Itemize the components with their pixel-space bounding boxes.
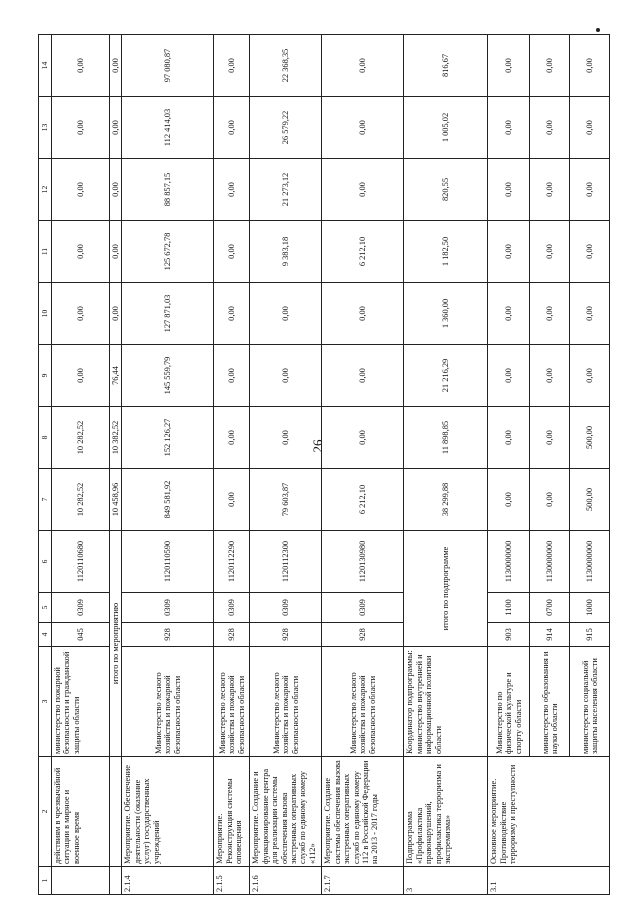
row-number	[52, 867, 110, 895]
row-value: 0,00	[214, 407, 250, 469]
col-header: 4	[39, 623, 52, 647]
row-value: 0,00	[530, 221, 570, 283]
row-executor: Министерство лесного хозяйства и пожарной безопасности области	[214, 647, 250, 757]
row-section: 1100	[488, 593, 530, 623]
row-name: Мероприятие. Реконструкция системы оповещения	[214, 757, 250, 867]
row-section: 0309	[214, 593, 250, 623]
row-target-code: 1130000000	[530, 531, 570, 593]
col-header: 2	[39, 757, 52, 867]
row-value: 0,00	[110, 283, 122, 345]
row-value: 0,00	[250, 345, 322, 407]
row-number: 2.1.7	[322, 867, 404, 895]
row-number: 3.1	[488, 867, 610, 895]
row-grbs: 928	[122, 623, 214, 647]
row-target-code: 1120110680	[52, 531, 110, 593]
row-value: 26 579,22	[250, 97, 322, 159]
row-section: 0700	[530, 593, 570, 623]
row-section: 0309	[250, 593, 322, 623]
row-value: 6 212,10	[322, 221, 404, 283]
row-value: 0,00	[214, 283, 250, 345]
row-value: 816,67	[404, 35, 488, 97]
row-value: 0,00	[530, 97, 570, 159]
row-name: Мероприятие. Обеспечение деятельности (оказание услуг) государственных учреждений	[122, 757, 214, 867]
row-value: 849 581,92	[122, 469, 214, 531]
row-value: 0,00	[214, 469, 250, 531]
row-value: 0,00	[488, 345, 530, 407]
row-value: 0,00	[322, 283, 404, 345]
row-value: 500,00	[570, 407, 610, 469]
row-value: 0,00	[214, 35, 250, 97]
row-name: Мероприятие. Создание и функционирование центра для реализации системы обеспечения вызова экстренных оперативных служб по единому номеру «112»	[250, 757, 322, 867]
row-value: 0,00	[214, 97, 250, 159]
row-value: 10 382,52	[110, 407, 122, 469]
row-number: 2.1.6	[250, 867, 322, 895]
row-value: 0,00	[52, 97, 110, 159]
row-value: 127 871,03	[122, 283, 214, 345]
row-value: 0,00	[488, 469, 530, 531]
table-row-subprogram	[404, 35, 488, 895]
row-grbs: 915	[570, 623, 610, 647]
row-grbs: 928	[214, 623, 250, 647]
table-row	[488, 35, 530, 895]
row-value: 152 126,27	[122, 407, 214, 469]
row-executor: Министерство лесного хозяйства и пожарной безопасности области	[322, 647, 404, 757]
table-row	[122, 35, 214, 895]
row-executor: Министерство по физической культуре и спорту области	[488, 647, 530, 757]
row-grbs: 928	[250, 623, 322, 647]
row-target-code: 1130000000	[570, 531, 610, 593]
row-value: 10 458,96	[110, 469, 122, 531]
row-value: 0,00	[214, 345, 250, 407]
row-value: 0,00	[570, 221, 610, 283]
rotated-table-wrapper	[38, 35, 608, 895]
row-value: 0,00	[214, 221, 250, 283]
row-target-code: 1120112290	[214, 531, 250, 593]
row-value: 0,00	[570, 159, 610, 221]
row-value: 0,00	[570, 283, 610, 345]
row-value: 500,00	[570, 469, 610, 531]
table-row-total	[110, 35, 122, 895]
col-header: 14	[39, 35, 52, 97]
row-value: 0,00	[570, 35, 610, 97]
row-value: 76,44	[110, 345, 122, 407]
row-grbs: 045	[52, 623, 110, 647]
row-value: 10 282,52	[52, 469, 110, 531]
row-value: 38 299,88	[404, 469, 488, 531]
row-number: 2.1.5	[214, 867, 250, 895]
row-target-code: 1120130980	[322, 531, 404, 593]
col-header: 6	[39, 531, 52, 593]
row-executor: министерство пожарной безопасности и гражданской защиты области	[52, 647, 110, 757]
row-value: 0,00	[322, 345, 404, 407]
row-executor: министерство социальной защиты населения области	[570, 647, 610, 757]
row-grbs: 903	[488, 623, 530, 647]
row-name	[110, 757, 122, 867]
col-header: 11	[39, 221, 52, 283]
row-value: 0,00	[250, 283, 322, 345]
row-value: 0,00	[214, 159, 250, 221]
row-total-label: итого по подпрограмме	[404, 531, 488, 647]
row-value: 0,00	[52, 35, 110, 97]
row-value: 0,00	[570, 345, 610, 407]
row-target-code: 1120110590	[122, 531, 214, 593]
col-header: 8	[39, 407, 52, 469]
row-value: 1 005,02	[404, 97, 488, 159]
row-value: 125 672,78	[122, 221, 214, 283]
row-section: 0309	[52, 593, 110, 623]
row-value: 0,00	[110, 159, 122, 221]
row-value: 0,00	[530, 469, 570, 531]
row-value: 0,00	[488, 35, 530, 97]
table-row	[322, 35, 404, 895]
col-header: 12	[39, 159, 52, 221]
row-name: Мероприятие. Создание системы обеспечения вызова экстренных оперативных служб по единому номеру 112 в Российской Федерации на 2013 - 2017 годы	[322, 757, 404, 867]
row-section: 1000	[570, 593, 610, 623]
row-value: 112 414,03	[122, 97, 214, 159]
row-executor: Министерство лесного хозяйства и пожарной безопасности области	[250, 647, 322, 757]
row-value: 0,00	[110, 97, 122, 159]
row-value: 0,00	[530, 345, 570, 407]
table-row	[214, 35, 250, 895]
row-value: 145 559,79	[122, 345, 214, 407]
row-value: 1 360,00	[404, 283, 488, 345]
row-executor: министерство образования и науки области	[530, 647, 570, 757]
row-total-label: итого по мероприятию	[110, 531, 122, 757]
col-header: 13	[39, 97, 52, 159]
row-value: 22 368,35	[250, 35, 322, 97]
scan-speck	[596, 28, 600, 32]
row-value: 0,00	[52, 221, 110, 283]
row-section: 0309	[122, 593, 214, 623]
row-grbs: 914	[530, 623, 570, 647]
row-value: 10 282,52	[52, 407, 110, 469]
col-header: 7	[39, 469, 52, 531]
row-name: Основное мероприятие. Противодействие терроризму и преступности	[488, 757, 610, 867]
row-value: 0,00	[322, 407, 404, 469]
row-value: 0,00	[530, 407, 570, 469]
row-value: 0,00	[570, 97, 610, 159]
row-value: 0,00	[52, 159, 110, 221]
budget-table	[38, 34, 610, 895]
row-section: 0309	[322, 593, 404, 623]
row-grbs: 928	[322, 623, 404, 647]
page-number: 26	[310, 439, 325, 453]
row-value: 0,00	[488, 283, 530, 345]
row-value: 9 383,18	[250, 221, 322, 283]
row-value: 0,00	[52, 345, 110, 407]
row-value: 820,55	[404, 159, 488, 221]
col-header: 10	[39, 283, 52, 345]
row-executor: Координатор подпрограммы: министерство внутренней и информационной политики области	[404, 647, 488, 757]
row-value: 0,00	[110, 221, 122, 283]
row-value: 0,00	[530, 35, 570, 97]
row-number	[110, 867, 122, 895]
row-value: 0,00	[322, 35, 404, 97]
row-number: 2.1.4	[122, 867, 214, 895]
table-row	[52, 35, 110, 895]
row-value: 0,00	[488, 97, 530, 159]
col-header: 9	[39, 345, 52, 407]
row-value: 97 080,87	[122, 35, 214, 97]
row-name: действиям в чрезвычайной ситуации в мирное и военное время	[52, 757, 110, 867]
row-value: 88 857,15	[122, 159, 214, 221]
row-target-code: 1130000000	[488, 531, 530, 593]
row-value: 0,00	[488, 407, 530, 469]
row-value: 79 603,87	[250, 469, 322, 531]
row-executor: Министерство лесного хозяйства и пожарной безопасности области	[122, 647, 214, 757]
row-value: 0,00	[530, 159, 570, 221]
row-value: 0,00	[52, 283, 110, 345]
row-value: 0,00	[322, 97, 404, 159]
row-value: 0,00	[110, 35, 122, 97]
row-name: Подпрограмма «Профилактика правонарушений, профилактика терроризма и экстремизма»	[404, 757, 488, 867]
table-row	[250, 35, 322, 895]
row-value: 1 182,50	[404, 221, 488, 283]
row-target-code: 1120112300	[250, 531, 322, 593]
col-header: 3	[39, 647, 52, 757]
col-header: 5	[39, 593, 52, 623]
row-value: 0,00	[488, 221, 530, 283]
header-row	[39, 35, 52, 895]
row-value: 0,00	[250, 407, 322, 469]
row-value: 0,00	[322, 159, 404, 221]
row-value: 21 216,29	[404, 345, 488, 407]
row-number: 3	[404, 867, 488, 895]
col-header: 1	[39, 867, 52, 895]
row-value: 0,00	[530, 283, 570, 345]
row-value: 21 273,12	[250, 159, 322, 221]
row-value: 0,00	[488, 159, 530, 221]
row-value: 11 898,85	[404, 407, 488, 469]
row-value: 6 212,10	[322, 469, 404, 531]
